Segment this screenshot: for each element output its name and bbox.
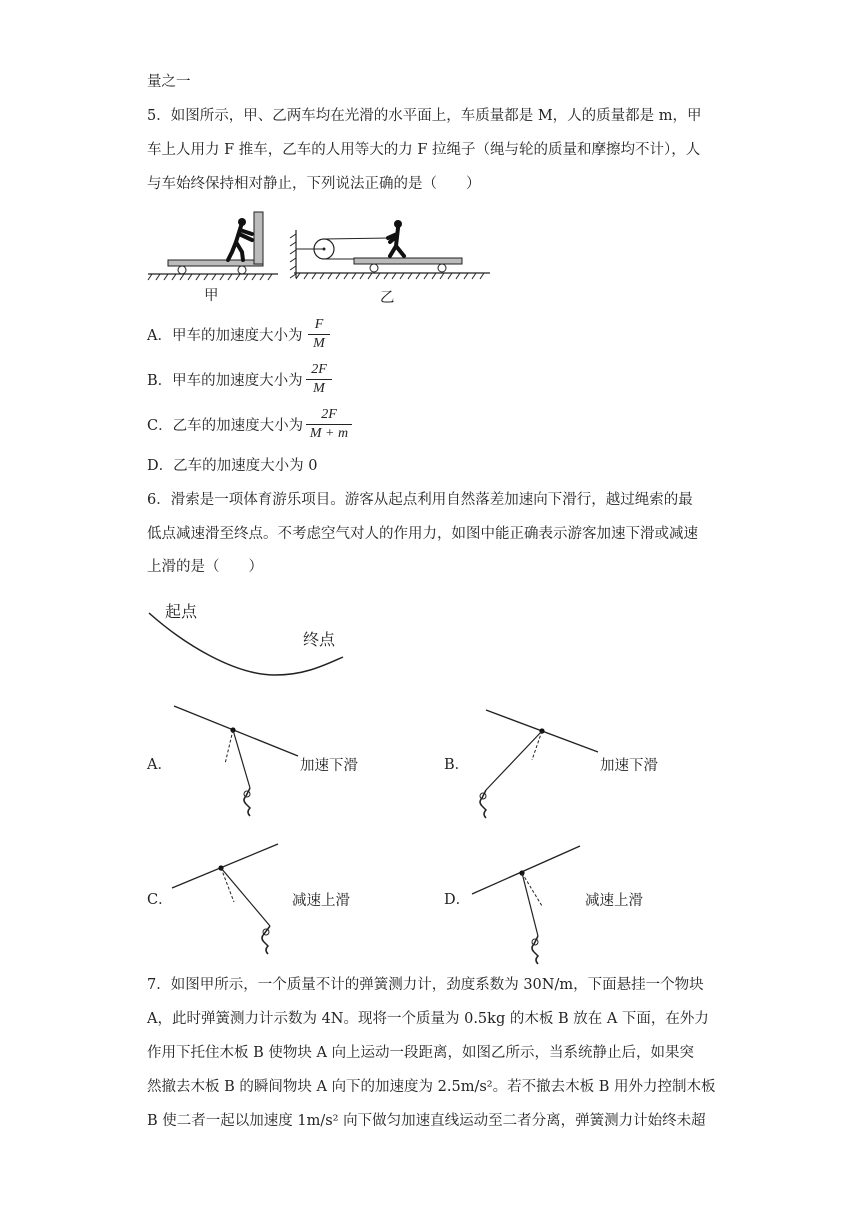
q5-figure-jia — [148, 208, 283, 288]
q5-figure-yi — [290, 212, 495, 292]
q5-text-line2: 车上人用力 F 推车，乙车的人用等大的力 F 拉绳子（绳与轮的质量和摩擦均不计），人 — [147, 142, 701, 158]
q5-option-b-fraction: 2F M — [306, 362, 332, 397]
q6-option-a-caption: 加速下滑 — [300, 758, 358, 774]
q5-option-b: B．甲车的加速度大小为 — [147, 373, 303, 389]
q6-option-d-letter: D． — [444, 892, 471, 908]
q6-option-d-figure — [468, 840, 603, 965]
q5-text-line3: 与车始终保持相对静止，下列说法正确的是（ ） — [147, 176, 481, 192]
q6-text-line3: 上滑的是（ ） — [147, 559, 263, 575]
fig-label-jia: 甲 — [204, 288, 219, 304]
q6-option-c-figure — [170, 840, 305, 965]
q6-option-c-caption: 减速上滑 — [292, 893, 350, 909]
q7-text-line1: 7．如图甲所示，一个质量不计的弹簧测力计，劲度系数为 30N/m，下面悬挂一个物块 — [147, 977, 704, 993]
q5-text-line1: 5．如图所示，甲、乙两车均在光滑的水平面上，车质量都是 M，人的质量都是 m，甲 — [147, 108, 702, 124]
q6-option-b-letter: B． — [444, 757, 470, 773]
start-label: 起点 — [165, 602, 198, 621]
fig-label-yi: 乙 — [380, 290, 395, 306]
q6-option-a-figure — [170, 700, 305, 825]
q5-option-a: A．甲车的加速度大小为 — [147, 328, 303, 344]
q7-text-line5: B 使二者一起以加速度 1m/s² 向下做匀加速直线运动至二者分离，弹簧测力计始终未超 — [147, 1113, 706, 1129]
q6-text-line2: 低点减速滑至终点。不考虑空气对人的作用力，如图中能正确表示游客加速下滑或减速 — [147, 526, 698, 542]
end-label: 终点 — [303, 630, 336, 649]
continued-text: 量之一 — [147, 74, 191, 90]
q5-option-c: C．乙车的加速度大小为 — [147, 418, 304, 434]
q7-text-line3: 作用下托住木板 B 使物块 A 向上运动一段距离，如图乙所示，当系统静止后，如果突 — [147, 1045, 695, 1061]
q5-option-d: D．乙车的加速度大小为 0 — [147, 458, 318, 474]
q6-option-b-figure — [470, 700, 605, 825]
q6-option-d-caption: 减速上滑 — [585, 893, 643, 909]
q7-text-line2: A，此时弹簧测力计示数为 4N。现将一个质量为 0.5kg 的木板 B 放在 A 下面，在外力 — [147, 1011, 709, 1027]
q5-option-a-fraction: F M — [308, 317, 330, 352]
q7-text-line4: 然撤去木板 B 的瞬间物块 A 向下的加速度为 2.5m/s²。若不撤去木板 B 用外力控制木板 — [147, 1079, 716, 1095]
q6-option-a-letter: A． — [147, 757, 172, 773]
q6-option-c-letter: C． — [147, 892, 173, 908]
q5-option-c-fraction: 2F M + m — [306, 407, 352, 442]
q6-text-line1: 6．滑索是一项体育游乐项目。游客从起点利用自然落差加速向下滑行，越过绳索的最 — [147, 492, 693, 508]
q6-option-b-caption: 加速下滑 — [600, 758, 658, 774]
